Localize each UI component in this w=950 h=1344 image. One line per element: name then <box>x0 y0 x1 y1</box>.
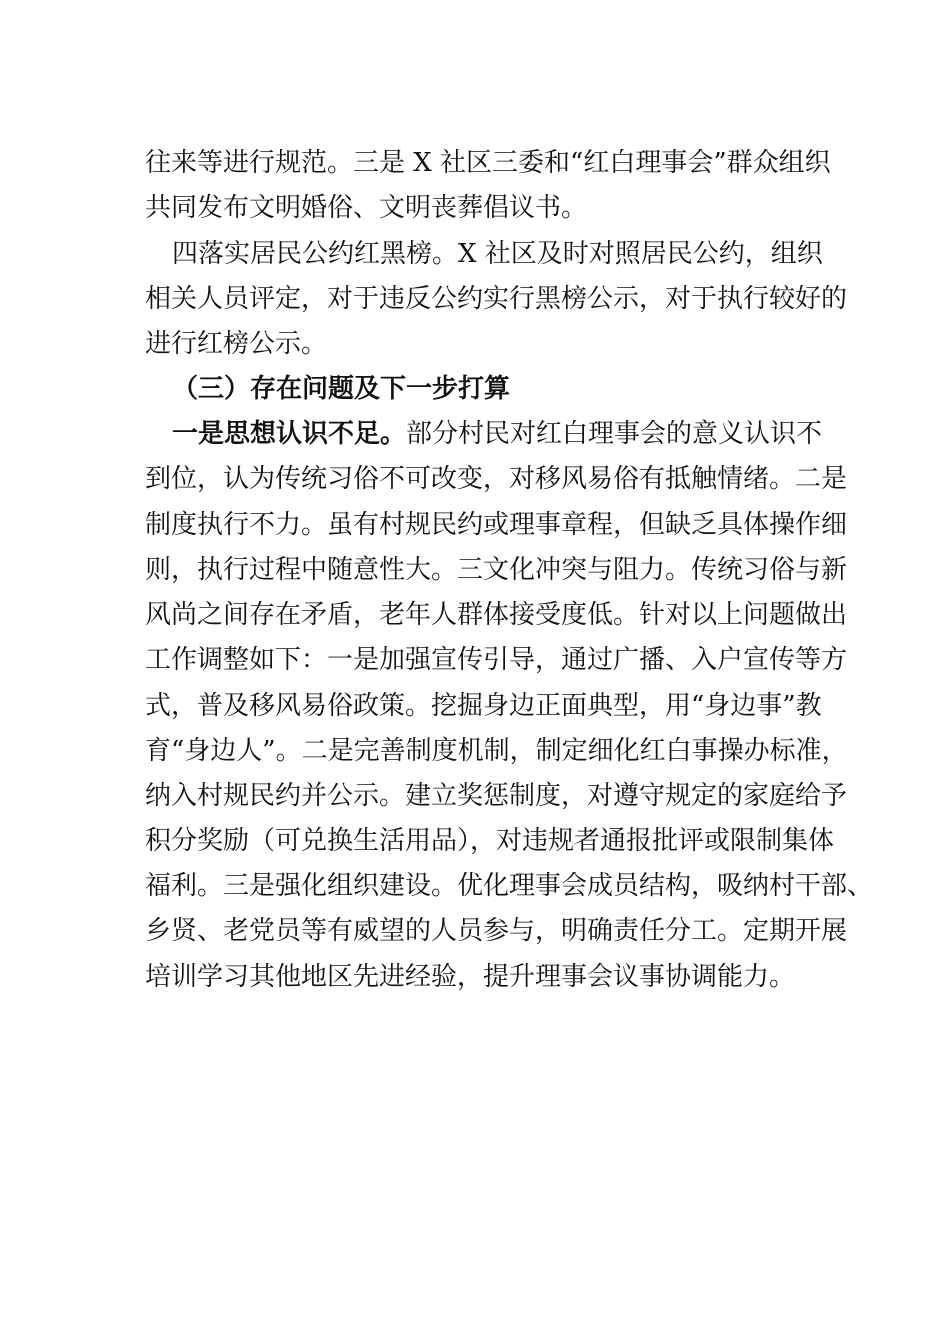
paragraph-3-line-10: 积分奖励（可兑换生活用品），对违规者通报批评或限制集体 <box>145 826 835 856</box>
paragraph-3-line-4: 则，执行过程中随意性大。三文化冲突与阻力。传统习俗与新 <box>145 555 848 585</box>
paragraph-3-line-12: 乡贤、老党员等有威望的人员参与，明确责任分工。定期开展 <box>145 916 848 946</box>
paragraph-3-line-1-rest: 部分村民对红白理事会的意义认识不 <box>406 419 823 449</box>
paragraph-3-line-9: 纳入村规民约并公示。建立奖惩制度，对遵守规定的家庭给予 <box>145 781 848 811</box>
paragraph-3-line-1 <box>172 417 822 451</box>
paragraph-1-line-2: 共同发布文明婚俗、文明丧葬倡议书。 <box>145 193 588 223</box>
paragraph-2-line-3: 进行红榜公示。 <box>145 329 328 359</box>
paragraph-3-line-7: 式，普及移风易俗政策。挖掘身边正面典型，用“身边事”教 <box>145 691 822 721</box>
paragraph-3-line-2: 到位，认为传统习俗不可改变，对移风易俗有抵触情绪。二是 <box>145 464 848 494</box>
paragraph-1-line-1: 往来等进行规范。三是 X 社区三委和“红白理事会”群众组织 <box>145 148 831 178</box>
paragraph-3-line-13: 培训学习其他地区先进经验，提升理事会议事协调能力。 <box>145 962 796 992</box>
paragraph-2-line-1: 四落实居民公约红黑榜。X 社区及时对照居民公约，组织 <box>172 239 823 269</box>
paragraph-3-line-8: 育“身边人”。二是完善制度机制，制定细化红白事操办标准， <box>145 736 848 766</box>
paragraph-3-line-6: 工作调整如下：一是加强宣传引导，通过广播、入户宣传等方 <box>145 645 848 675</box>
paragraph-2-line-2: 相关人员评定，对于违反公约实行黑榜公示，对于执行较好的 <box>145 284 848 314</box>
section-heading: （三）存在问题及下一步打算 <box>172 374 511 404</box>
paragraph-3-line-3: 制度执行不力。虽有村规民约或理事章程，但缺乏具体操作细 <box>145 510 848 540</box>
paragraph-3-lead-phrase: 一是思想认识不足。 <box>172 419 407 449</box>
paragraph-3-line-11: 福利。三是强化组织建设。优化理事会成员结构，吸纳村干部、 <box>145 871 874 901</box>
paragraph-3-line-5: 风尚之间存在矛盾，老年人群体接受度低。针对以上问题做出 <box>145 600 848 630</box>
